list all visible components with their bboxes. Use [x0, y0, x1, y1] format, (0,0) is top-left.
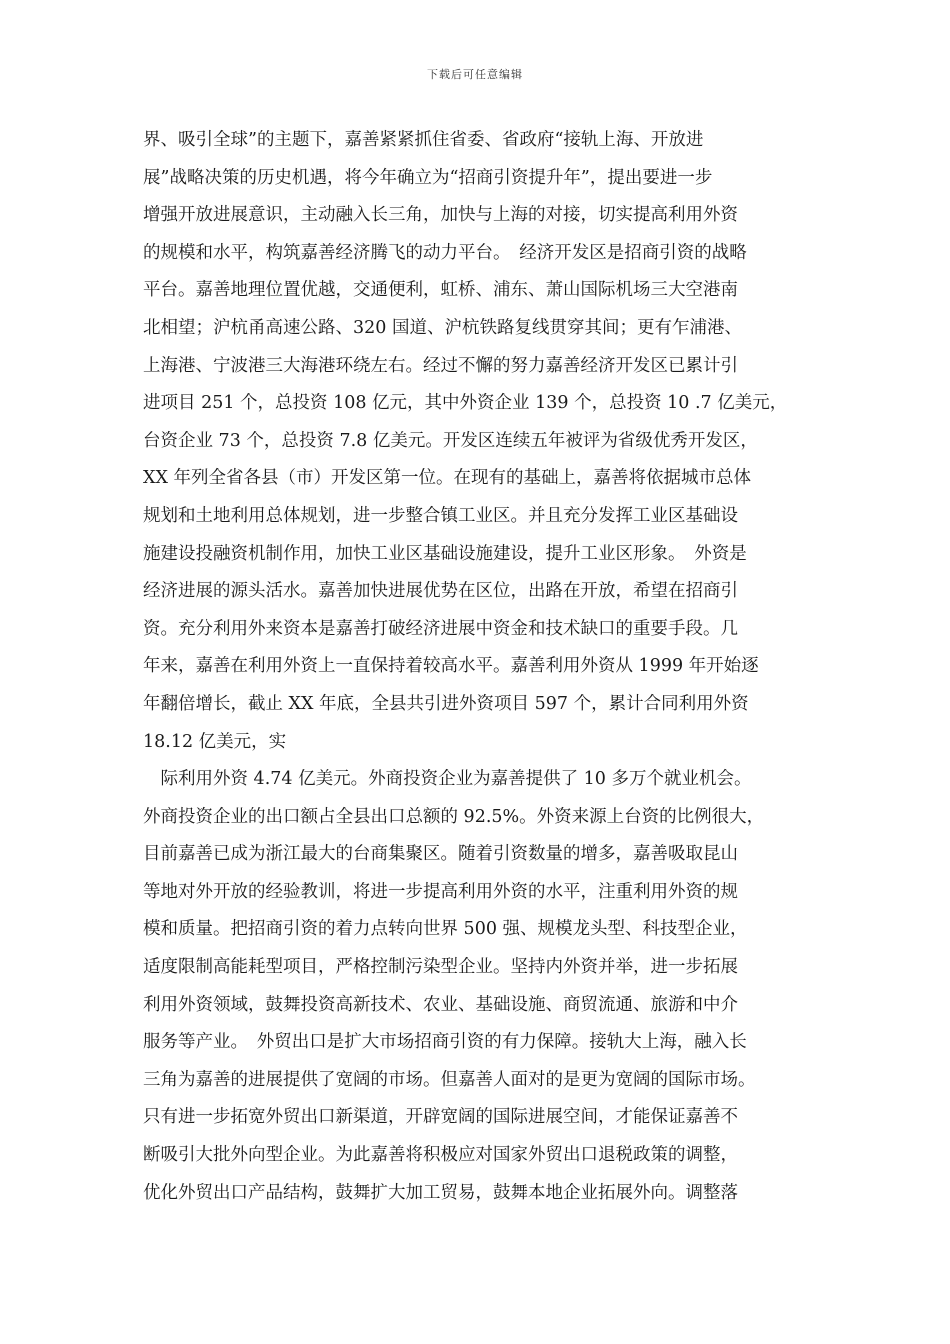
body-text-line: 界、吸引全球”的主题下，嘉善紧紧抓住省委、省政府“接轨上海、开放进 — [143, 130, 704, 150]
body-text-line: 台资企业 73 个，总投资 7.8 亿美元。开发区连续五年被评为省级优秀开发区， — [143, 430, 758, 451]
body-text-line: 展”战略决策的历史机遇，将今年确立为“招商引资提升年”，提出要进一步 — [143, 167, 713, 188]
body-text-line: 规划和土地利用总体规划，进一步整合镇工业区。并且充分发挥工业区基础设 — [143, 505, 738, 526]
body-text-line: 年翻倍增长，截止 XX 年底，全县共引进外资项目 597 个，累计合同利用外资 — [143, 693, 749, 714]
body-text-line: 18.12 亿美元，实 — [143, 731, 287, 752]
body-text-line: 三角为嘉善的进展提供了宽阔的市场。但嘉善人面对的是更为宽阔的国际市场。 — [143, 1069, 756, 1090]
body-text-line: 利用外资领域，鼓舞投资高新技术、农业、基础设施、商贸流通、旅游和中介 — [143, 994, 738, 1015]
body-text-line: 施建设投融资机制作用，加快工业区基础设施建设，提升工业区形象。 外资是 — [143, 543, 747, 564]
body-text-line: 上海港、宁波港三大海港环绕左右。经过不懈的努力嘉善经济开发区已累计引 — [143, 355, 738, 376]
body-text-line: 服务等产业。 外贸出口是扩大市场招商引资的有力保障。接轨大上海，融入长 — [143, 1032, 747, 1053]
document-body — [143, 128, 833, 1218]
body-text-line: 适度限制高能耗型项目，严格控制污染型企业。坚持内外资并举，进一步拓展 — [143, 957, 738, 978]
body-text-line: 增强开放进展意识，主动融入长三角，加快与上海的对接，切实提高利用外资 — [143, 205, 738, 226]
body-text-line: 只有进一步拓宽外贸出口新渠道，开辟宽阔的国际进展空间，才能保证嘉善不 — [143, 1107, 738, 1128]
body-text-line: 进项目 251 个，总投资 108 亿元，其中外资企业 139 个，总投资 10 .7 亿美元， — [143, 393, 788, 414]
body-text-line: 的规模和水平，构筑嘉善经济腾飞的动力平台。 经济开发区是招商引资的战略 — [143, 242, 747, 263]
body-text-line: 年来，嘉善在利用外资上一直保持着较高水平。嘉善利用外资从 1999 年开始逐 — [143, 656, 759, 677]
body-text-line: 平台。嘉善地理位置优越，交通便利，虹桥、浦东、萧山国际机场三大空港南 — [143, 280, 738, 301]
body-text-line: 经济进展的源头活水。嘉善加快进展优势在区位，出路在开放，希望在招商引 — [143, 581, 738, 602]
body-text-line: 外商投资企业的出口额占全县出口总额的 92.5%。外资来源上台资的比例很大， — [143, 806, 765, 827]
body-text-line: 北相望；沪杭甬高速公路、320 国道、沪杭铁路复线贯穿其间；更有乍浦港、 — [143, 317, 742, 338]
body-text-line: 断吸引大批外向型企业。为此嘉善将积极应对国家外贸出口退税政策的调整， — [143, 1145, 738, 1166]
body-text-line: 优化外贸出口产品结构，鼓舞扩大加工贸易，鼓舞本地企业拓展外向。调整落 — [143, 1182, 738, 1203]
body-text-line: 资。充分利用外来资本是嘉善打破经济进展中资金和技术缺口的重要手段。几 — [143, 618, 738, 639]
body-text-line: 目前嘉善已成为浙江最大的台商集聚区。随着引资数量的增多，嘉善吸取昆山 — [143, 844, 738, 865]
body-text-line: XX 年列全省各县（市）开发区第一位。在现有的基础上，嘉善将依据城市总体 — [143, 468, 751, 489]
body-text-line: 等地对外开放的经验教训，将进一步提高利用外资的水平，注重利用外资的规 — [143, 881, 738, 902]
body-text-line: 模和质量。把招商引资的着力点转向世界 500 强、规模龙头型、科技型企业， — [143, 919, 748, 940]
body-text-line: 际利用外资 4.74 亿美元。外商投资企业为嘉善提供了 10 多万个就业机会。 — [143, 769, 752, 790]
page-header: 下载后可任意编辑 — [427, 68, 523, 81]
